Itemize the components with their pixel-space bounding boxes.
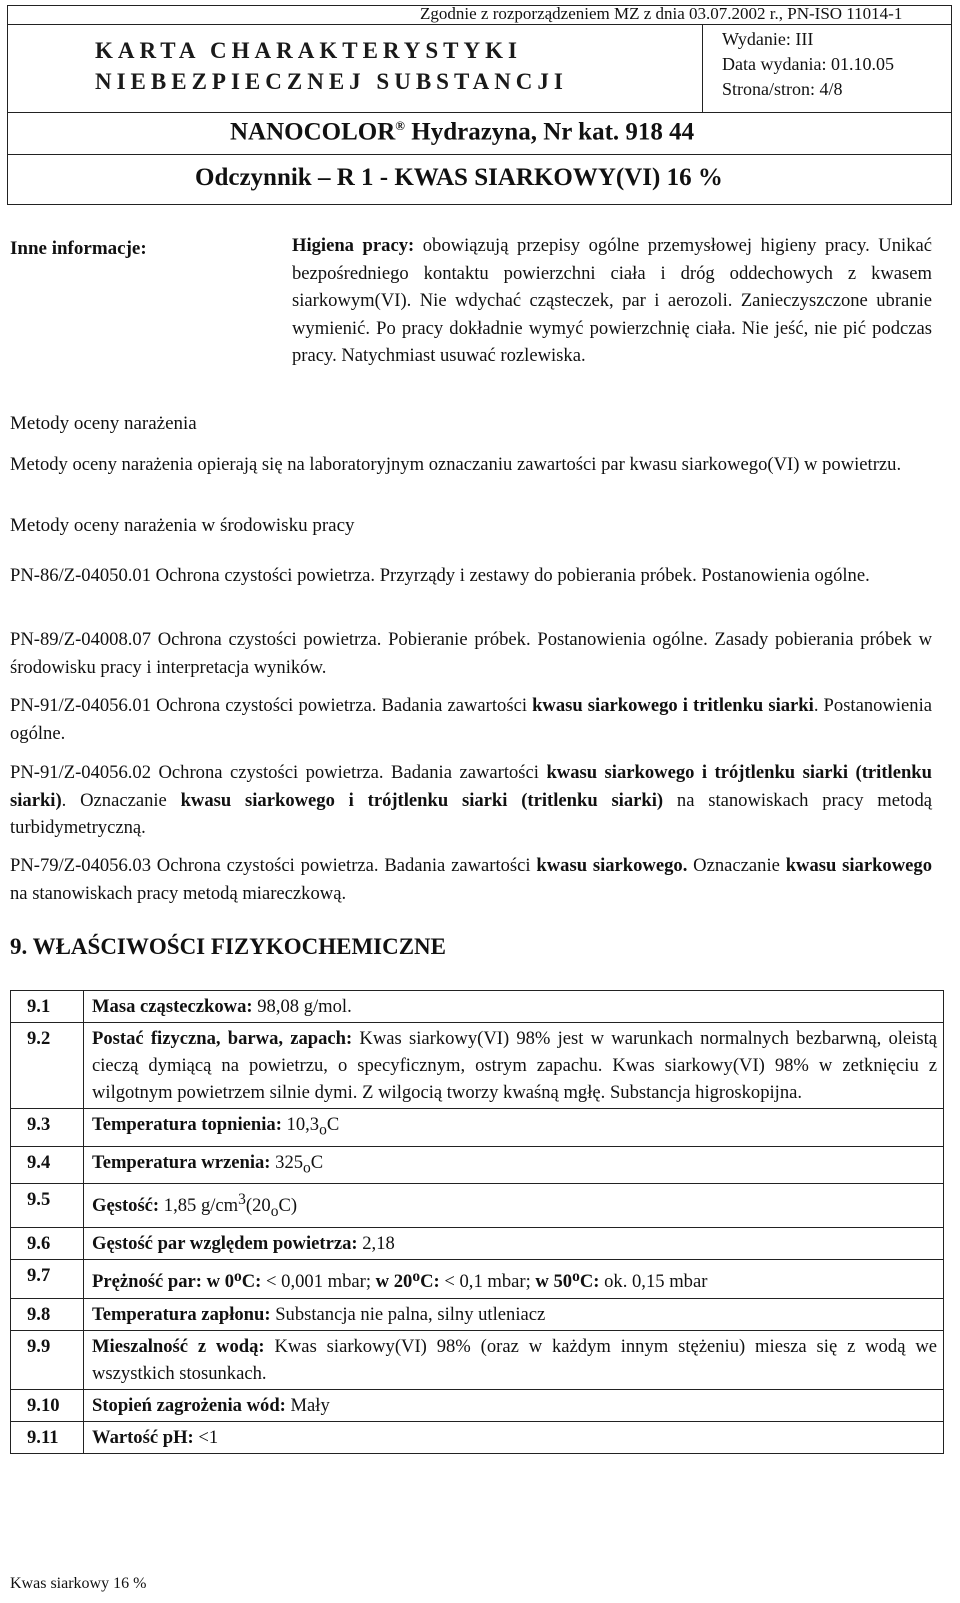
row-number: 9.1 (11, 991, 84, 1023)
standard-item: PN-91/Z-04056.01 Ochrona czystości powietrza. Badania zawartości kwasu siarkowego i tritlenku siarki. Postanowienia ogólne. (10, 695, 932, 744)
row-number: 9.2 (11, 1023, 84, 1109)
row-content: Temperatura wrzenia: $325_oC$ (84, 1146, 944, 1184)
table-row (11, 1260, 944, 1298)
product-title: NANOCOLOR® Hydrazyna, Nr kat. 918 44 (230, 118, 695, 146)
row-content: Gęstość: 1,85 $g/cm^3(20_oC)$ (84, 1184, 944, 1228)
standard-item: PN-91/Z-04056.02 Ochrona czystości powietrza. Badania zawartości kwasu siarkowego i trójtlenku siarki (tritlenku siarki). Oznaczanie kwasu siarkowego i trójtlenku siarki (tritlenku siarki) na stanowiskach pracy metodą turbidymetryczną. (10, 762, 933, 838)
edition: Wydanie: III (722, 29, 814, 49)
regulation-note: Zgodnie z rozporządzeniem MZ z dnia 03.07.2002 r., PN-ISO 11014-1 (420, 4, 903, 23)
row-number: 9.9 (11, 1330, 84, 1389)
table-row (11, 1421, 944, 1453)
standard-item: PN-79/Z-04056.03 Ochrona czystości powietrza. Badania zawartości kwasu siarkowego. Oznaczanie kwasu siarkowego na stanowiskach pracy metodą miareczkową. (10, 855, 933, 904)
section-9-title: 9. WŁAŚCIWOŚCI FIZYKOCHEMICZNE (10, 934, 447, 959)
row-number: 9.10 (11, 1389, 84, 1421)
document-title (95, 35, 568, 97)
row-content: Wartość pH: <1 (84, 1421, 944, 1453)
table-row (11, 1109, 944, 1147)
table-row (11, 1389, 944, 1421)
row-content: Gęstość par względem powietrza: 2,18 (84, 1228, 944, 1260)
issue-date: Data wydania: 01.10.05 (722, 54, 894, 74)
row-content: Masa cząsteczkowa: 98,08 g/mol. (84, 991, 944, 1023)
table-row (11, 1184, 944, 1228)
row-number: 9.4 (11, 1146, 84, 1184)
header-divider (7, 24, 952, 25)
row-number: 9.8 (11, 1298, 84, 1330)
row-number: 9.5 (11, 1184, 84, 1228)
table-row (11, 1298, 944, 1330)
header-divider (702, 24, 703, 112)
exposure-intro: Metody oceny narażenia opierają się na laboratoryjnym oznaczaniu zawartości par kwasu siarkowego(VI) w powietrzu. (10, 454, 902, 475)
row-number: 9.11 (11, 1421, 84, 1453)
row-content: Temperatura topnienia: $10,3_oC$ (84, 1109, 944, 1147)
exposure-label: Metody oceny narażenia (10, 413, 197, 434)
header-divider (7, 112, 952, 113)
row-content: Stopień zagrożenia wód: Mały (84, 1389, 944, 1421)
other-info-label: Inne informacje: (10, 238, 147, 259)
page-number: Strona/stron: 4/8 (722, 79, 843, 99)
page-footer: Kwas siarkowy 16 % (10, 1575, 147, 1592)
standard-item: PN-89/Z-04008.07 Ochrona czystości powietrza. Pobieranie próbek. Postanowienia ogólne. Zasady pobierania próbek w środowisku pracy i interpretacja wyników. (10, 629, 932, 678)
table-row (11, 1228, 944, 1260)
reagent-title: Odczynnik – R 1 - KWAS SIARKOWY(VI) 16 % (195, 164, 723, 191)
row-number: 9.3 (11, 1109, 84, 1147)
row-content: Postać fizyczna, barwa, zapach: Kwas siarkowy(VI) 98% jest w warunkach normalnych bezbarwną, oleistą cieczą dymiącą na powietrzu, o specyficznym, ostrym zapachu. Kwas siarkowy(VI) 98% w zetknięciu z wilgotnym powietrzem silnie dymi. Z wilgocią tworzy kwaśną mgłę. Substancja higroskopijna. (84, 1023, 944, 1109)
title-line-1: KARTA CHARAKTERYSTYKI (95, 38, 522, 63)
table-row (11, 1146, 944, 1184)
row-number: 9.7 (11, 1260, 84, 1298)
table-row (11, 1023, 944, 1109)
header-divider (7, 154, 952, 155)
standard-item: PN-86/Z-04050.01 Ochrona czystości powietrza. Przyrządy i zestawy do pobierania próbek. Postanowienia ogólne. (10, 565, 870, 586)
document-meta (722, 27, 894, 102)
row-content: Prężność par: w $0^oC$: < 0,001 mbar; w $20^oC$: < 0,1 mbar; w 50$^o$C: ok. 0,15 mbar (84, 1260, 944, 1298)
row-number: 9.6 (11, 1228, 84, 1260)
row-content: Temperatura zapłonu: Substancja nie palna, silny utleniacz (84, 1298, 944, 1330)
table-row (11, 1330, 944, 1389)
properties-table (10, 990, 944, 1454)
row-content: Mieszalność z wodą: Kwas siarkowy(VI) 98% (oraz w każdym innym stężeniu) miesza się z wodą we wszystkich stosunkach. (84, 1330, 944, 1389)
hygiene-paragraph: Higiena pracy: obowiązują przepisy ogólne przemysłowej higieny pracy. Unikać bezpośredniego kontaktu powierzchni ciała i dróg oddechowych z kwasem siarkowym(VI). Nie wdychać cząsteczek, par i aerozoli. Zanieczyszczone ubranie wymienić. Po pracy dokładnie wymyć powierzchnię ciała. Nie jeść, nie pić podczas pracy. Natychmiast usuwać rozlewiska. (292, 235, 932, 366)
table-row (11, 991, 944, 1023)
workplace-methods-title: Metody oceny narażenia w środowisku pracy (10, 515, 355, 536)
title-line-2: NIEBEZPIECZNEJ SUBSTANCJI (95, 69, 568, 94)
